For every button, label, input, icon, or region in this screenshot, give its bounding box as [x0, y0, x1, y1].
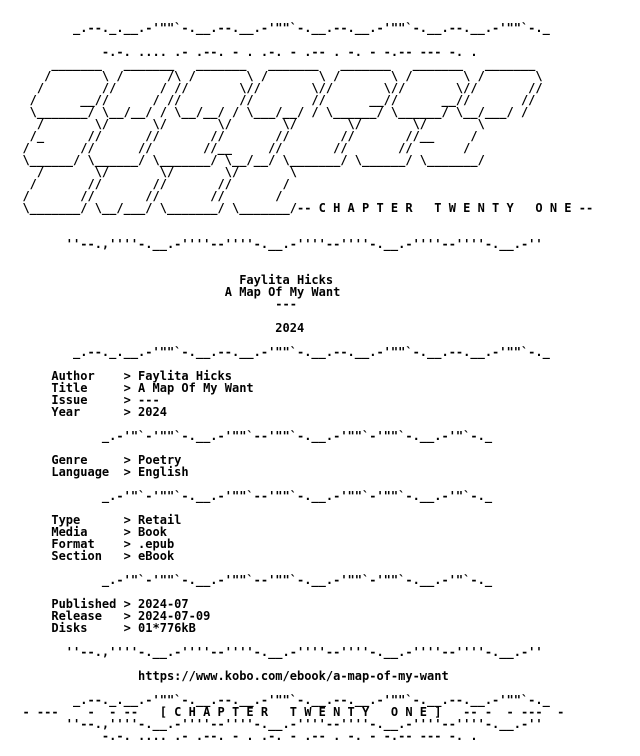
nfo-line: Language > English — [8, 465, 189, 479]
nfo-line: 2024 — [8, 321, 305, 335]
nfo-line: _.-'"`-'""`-.__.-'""`--'""`-.__.-'""`-'""`-.__.-'"`-._ — [8, 573, 493, 587]
nfo-line: Type > Retail — [8, 513, 182, 527]
nfo-line: / \/ \/ \/ \/ \/ \/ \ — [8, 117, 485, 131]
nfo-line: Section > eBook — [8, 549, 175, 563]
nfo-line: https://www.kobo.com/ebook/a-map-of-my-want — [8, 669, 449, 683]
nfo-line: _.--._.__.-'""`-.__.--.__.-'""`-.__.--.__.-'""`-.__.--.__.-'""`-._ — [8, 693, 550, 707]
nfo-line: Format > .epub — [8, 537, 175, 551]
nfo-line: _.--._.__.-'""`-.__.--.__.-'""`-.__.--.__.-'""`-.__.--.__.-'""`-._ — [8, 21, 550, 35]
nfo-line: -.-. .... .- .--. - . .-. - .-- . -. - -.-- --- -. . — [8, 45, 478, 59]
nfo-line: Title > A Map Of My Want — [8, 381, 254, 395]
nfo-line: / // // //__ // // // / — [8, 141, 471, 155]
nfo-line: Media > Book — [8, 525, 167, 539]
nfo-line: Disks > 01*776kB — [8, 621, 196, 635]
nfo-line: / // // // / — [8, 189, 283, 203]
nfo-line: / \ / /\ / \ / \ / \ / \ / \ — [8, 69, 543, 83]
nfo-line: _.--._.__.-'""`-.__.--.__.-'""`-.__.--.__.-'""`-.__.--.__.-'""`-._ — [8, 345, 550, 359]
nfo-line: / // / // \// \// \// \// // — [8, 81, 543, 95]
nfo-line: \_______/ \__/__/ / \__/__/ / \___/__/ / \______/ \______/ \__/___/ / — [8, 105, 529, 119]
nfo-line: -.-. .... .- .--. - . .-. - .-- . -. - -.-- --- -. . — [8, 729, 478, 743]
nfo-line: Year > 2024 — [8, 405, 167, 419]
nfo-line: /_ // // // // // //__ / — [8, 129, 478, 143]
nfo-line — [8, 250, 593, 262]
nfo-line: Genre > Poetry — [8, 453, 182, 467]
nfo-text-block — [8, 22, 593, 742]
nfo-line: --- — [8, 297, 297, 311]
nfo-line: \______/ \______/ \_______/ \__/__/ \_______/ \______/ \_______/ — [8, 153, 485, 167]
nfo-line: ''--.,''''-.__.-''''--''''-.__.-''''--''''-.__.-''''--''''-.__.-'' — [8, 237, 543, 251]
nfo-line: Issue > --- — [8, 393, 160, 407]
nfo-line: Release > 2024-07-09 — [8, 609, 211, 623]
nfo-line: / __// / // // // __// __// // — [8, 93, 536, 107]
nfo-line: Author > Faylita Hicks — [8, 369, 232, 383]
nfo-line: Published > 2024-07 — [8, 597, 189, 611]
nfo-line: _______ _______ _______ _______ _______ _______ _______ — [8, 57, 536, 71]
nfo-line: \_______/ \__/___/ \_______/ \_______/-- C H A P T E R T W E N T Y O N E -- — [8, 201, 594, 215]
nfo-line: / \/ \/ \/ \ — [8, 165, 297, 179]
nfo-line: Faylita Hicks — [8, 273, 334, 287]
nfo-line: ''--.,''''-.__.-''''--''''-.__.-''''--''''-.__.-''''--''''-.__.-'' — [8, 645, 543, 659]
nfo-line: A Map Of My Want — [8, 285, 341, 299]
nfo-line: / // // // / — [8, 177, 290, 191]
nfo-line: - --- - - -- [ C H A P T E R T W E N T Y O N E ] -- - - --- - — [8, 705, 565, 719]
nfo-line: _.-'"`-'""`-.__.-'""`--'""`-.__.-'""`-'""`-.__.-'"`-._ — [8, 489, 493, 503]
nfo-line: ''--.,''''-.__.-''''--''''-.__.-''''--''''-.__.-''''--''''-.__.-'' — [8, 717, 543, 731]
nfo-line — [8, 214, 593, 226]
nfo-line: _.-'"`-'""`-.__.-'""`--'""`-.__.-'""`-'""`-.__.-'"`-._ — [8, 429, 493, 443]
